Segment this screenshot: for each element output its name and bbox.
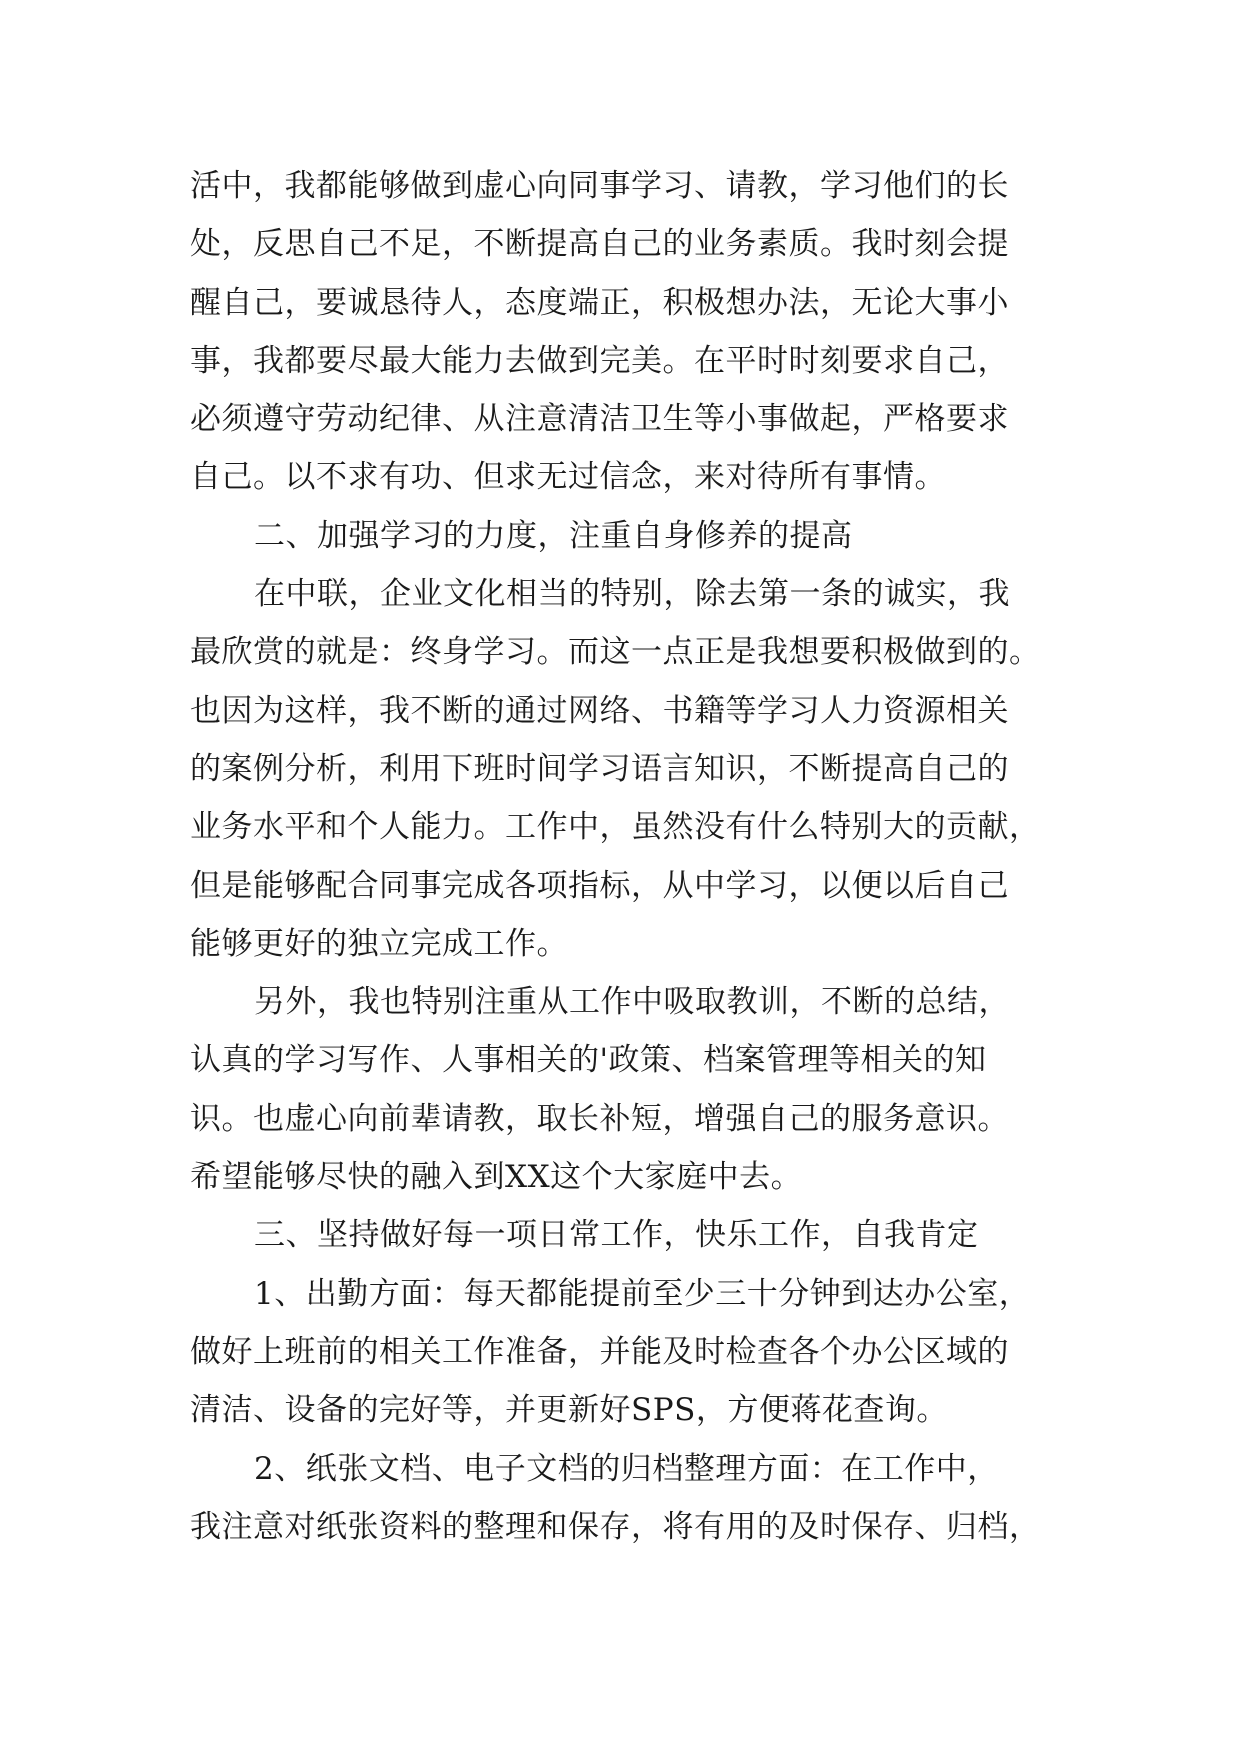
text-line: 也因为这样，我不断的通过网络、书籍等学习人力资源相关 — [190, 692, 1009, 729]
document-body — [190, 157, 1060, 1556]
text-line: 业务水平和个人能力。工作中，虽然没有什么特别大的贡献， — [190, 809, 1041, 846]
text-line: 在中联，企业文化相当的特别，除去第一条的诚实，我 — [254, 576, 1010, 613]
text-line: 认真的学习写作、人事相关的'政策、档案管理等相关的知 — [190, 1042, 987, 1079]
text-line: 处，反思自己不足，不断提高自己的业务素质。我时刻会提 — [190, 226, 1009, 263]
text-line: 1、出勤方面：每天都能提前至少三十分钟到达办公室， — [254, 1275, 1031, 1312]
text-line: 做好上班前的相关工作准备，并能及时检查各个办公区域的 — [190, 1333, 1009, 1370]
text-line: 必须遵守劳动纪律、从注意清洁卫生等小事做起，严格要求 — [190, 401, 1009, 438]
text-line: 2、纸张文档、电子文档的归档整理方面：在工作中， — [254, 1450, 999, 1487]
text-line: 希望能够尽快的融入到XX这个大家庭中去。 — [190, 1159, 803, 1196]
text-line: 最欣赏的就是：终身学习。而这一点正是我想要积极做到的。 — [190, 634, 1041, 671]
text-line: 但是能够配合同事完成各项指标，从中学习，以便以后自己 — [190, 867, 1009, 904]
text-line: 事，我都要尽最大能力去做到完美。在平时时刻要求自己， — [190, 342, 1009, 379]
text-line: 的案例分析，利用下班时间学习语言知识，不断提高自己的 — [190, 750, 1009, 787]
text-line: 二、加强学习的力度，注重自身修养的提高 — [254, 517, 853, 554]
text-line: 醒自己，要诚恳待人，态度端正，积极想办法，无论大事小 — [190, 284, 1009, 321]
text-line: 自己。以不求有功、但求无过信念，来对待所有事情。 — [190, 459, 946, 496]
text-line: 三、坚持做好每一项日常工作，快乐工作，自我肯定 — [254, 1217, 979, 1254]
text-line: 活中，我都能够做到虚心向同事学习、请教，学习他们的长 — [190, 168, 1009, 204]
text-line: 清洁、设备的完好等，并更新好SPS，方便蒋花查询。 — [190, 1392, 948, 1429]
text-line: 另外，我也特别注重从工作中吸取教训，不断的总结， — [254, 984, 1010, 1021]
text-line: 识。也虚心向前辈请教，取长补短，增强自己的服务意识。 — [190, 1100, 1009, 1137]
text-line: 能够更好的独立完成工作。 — [190, 925, 568, 962]
text-line: 我注意对纸张资料的整理和保存，将有用的及时保存、归档， — [190, 1508, 1041, 1545]
